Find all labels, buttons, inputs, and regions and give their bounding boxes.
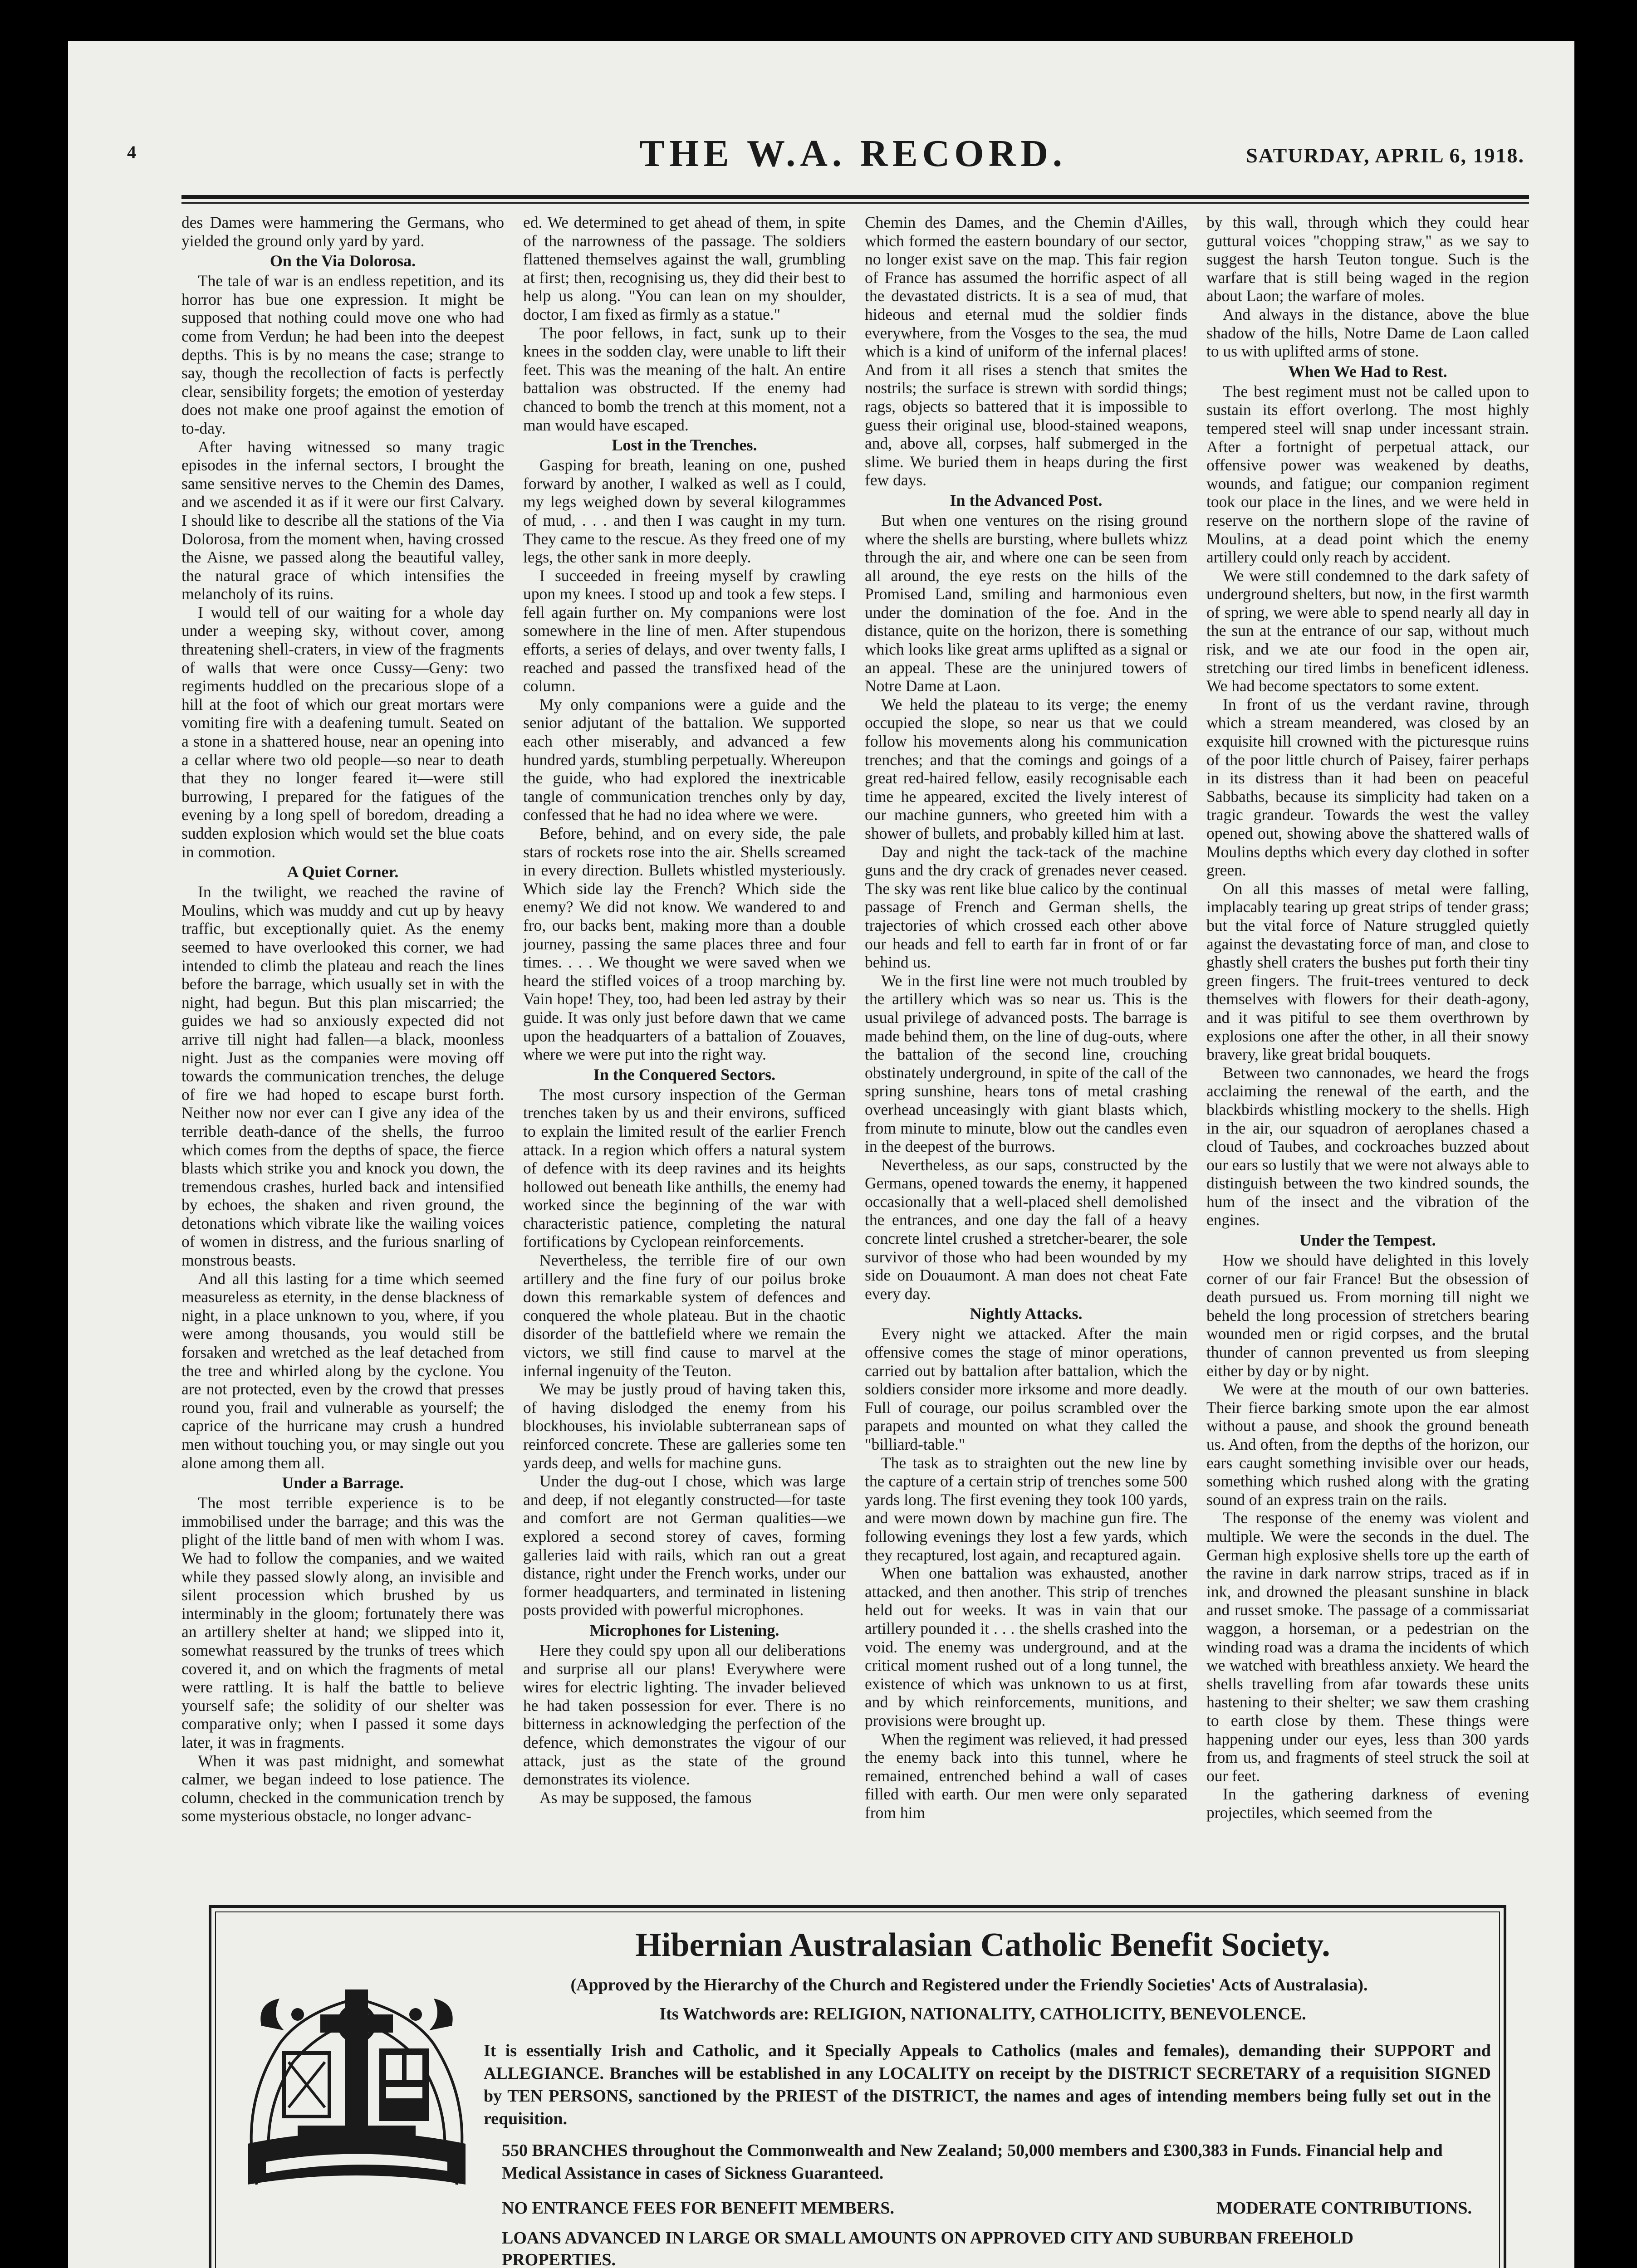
newspaper-page	[68, 41, 1574, 2268]
article-paragraph: Before, behind, and on every side, the pale stars of rockets rose into the air. Shells screamed in every direction. Bullets whistled mysteriously. Which side lay the French? Which side the enemy? We did not know. We wandered to and fro, our backs bent, making more than a double journey, passing the same places three and four times. . . . We thought we were saved when we heard the stifled voices of a troop marching by. Vain hope! They, too, had been led astray by their guide. It was only just before dawn that we came upon the headquarters of a battalion of Zouaves, where we were put into the right way.	[523, 824, 846, 1064]
section-heading: Microphones for Listening.	[589, 1621, 779, 1639]
article-paragraph: We may be justly proud of having taken this, of having dislodged the enemy from his blockhouses, his inviolable subterranean saps of reinforced concrete. These are galleries some ten yards deep, and wells for machine guns.	[523, 1380, 846, 1472]
section-heading: Lost in the Trenches.	[612, 436, 757, 455]
article-paragraph: We in the first line were not much troubled by the artillery which was so near us. This is the usual privilege of advanced posts. The barrage is made behind them, on the line of dug-outs, where the battalion of the second line, crouching obstinately underground, in spite of the call of the spring sunshine, hears tons of metal crashing overhead unceasingly with giant blasts which, from minute to minute, blow out the candles even in the deepest of the burrows.	[865, 971, 1187, 1156]
article-paragraph: The poor fellows, in fact, sunk up to their knees in the sodden clay, were unable to lift their feet. This was the meaning of the halt. An entire battalion was obstructed. If the enemy had chanced to bomb the trench at this moment, not a man would have escaped.	[523, 323, 846, 434]
article-paragraph: In front of us the verdant ravine, through which a stream meandered, was closed by an exquisite hill crowned with the picturesque ruins of the poor little church of Paisey, fairer perhaps in its distress than it had been on peaceful Sabbaths, because its simplicity had taken on a tragic grandeur. Towards the west the valley opened out, showing above the shattered walls of Moulins depths which every day clothed in softer green.	[1206, 695, 1529, 880]
article-paragraph: Gasping for breath, leaning on one, pushed forward by another, I walked as well as I could, my legs weighed down by several kilogrammes of mud, . . . and then I was caught in my turn. They came to the rescue. As they freed one of my legs, the other sank in more deeply.	[523, 456, 846, 567]
article-paragraph: The most cursory inspection of the German trenches taken by us and their environs, sufficed to explain the limited result of the earlier French attack. In a region which offers a natural system of defence with its deep ravines and its heights hollowed out beneath like anthills, the enemy had worked since the beginning of the war with characteristic patience, completing the natural fortifications by Cyclopean reinforcements.	[523, 1085, 846, 1251]
article-paragraph: The most terrible experience is to be immobilised under the barrage; and this was the plight of the little band of men with whom I was. We had to follow the companies, and we waited while they passed slowly along, an invisible and silent procession which brushed by us interminably in the gloom; fortunately there was an artillery shelter at hand; we slipped into it, somewhat reassured by the trunks of trees which covered it, and on which the fragments of metal were rattling. It is half the battle to believe yourself safe; the solidity of our shelter was comparative only; when I passed it some days later, it was in fragments.	[181, 1494, 504, 1751]
article-paragraph: We were at the mouth of our own batteries. Their fierce barking smote upon the ear almost without a pause, and shook the ground beneath us. And often, from the depths of the horizon, our ears caught something invisible over our heads, something which rushed along with the grating sound of an express train on the rails.	[1206, 1380, 1529, 1509]
no-entrance-fees: NO ENTRANCE FEES FOR BENEFIT MEMBERS.	[502, 2199, 894, 2218]
article-paragraph: When it was past midnight, and somewhat calmer, we began indeed to lose patience. The column, checked in the communication trench by some mysterious obstacle, no longer advanc-	[181, 1751, 504, 1825]
article-paragraph: des Dames were hammering the Germans, who yielded the ground only yard by yard.	[181, 213, 504, 250]
masthead	[127, 132, 1524, 191]
article-paragraph: ed. We determined to get ahead of them, in spite of the narrowness of the passage. The soldiers flattened themselves against the wall, grumbling at first; then, recognising us, they did their best to help us along. "You can lean on my shoulder, doctor, I am fixed as firmly as a statue."	[523, 213, 846, 323]
article-paragraph: After having witnessed so many tragic episodes in the infernal sectors, I brought the same sensitive nerves to the Chemin des Dames, and we ascended it as if it were our first Calvary. I should like to describe all the stations of the Via Dolorosa, from the moment when, having crossed the Aisne, we passed along the beautiful valley, the natural grace of which intensifies the melancholy of its ruins.	[181, 437, 504, 603]
article-paragraph: Between two cannonades, we heard the frogs acclaiming the renewal of the earth, and the blackbirds whistling mockery to the shells. High in the air, our squadron of aeroplanes chased a cloud of Taubes, and cockroaches buzzed about our ears so lustily that we were not always able to distinguish between the two kindred sounds, the hum of the insect and the vibration of the engines.	[1206, 1063, 1529, 1229]
article-paragraph: On all this masses of metal were falling, implacably tearing up great strips of tender grass; but the vital force of Nature struggled quietly against the devastating force of man, and close to ghastly shell craters the bushes put forth their tiny green fingers. The fruit-trees ventured to deck themselves with flowers for their death-agony, and it was pitiful to see them overthrown by explosions one after the other, in all their snowy bravery, like great bridal bouquets.	[1206, 879, 1529, 1064]
article-paragraph: As may be supposed, the famous	[539, 1788, 752, 1807]
society-name-heading: Hibernian Australasian Catholic Benefit Society.	[635, 1926, 1330, 1964]
article-paragraph: by this wall, through which they could hear guttural voices "chopping straw," as we say to suggest the harsh Teuton tongue. Such is the warfare that is still being waged in the region about Laon; the warfare of moles.	[1206, 213, 1529, 305]
article-paragraph: Every night we attacked. After the main offensive comes the stage of minor operations, carried out by battalion after battalion, which the soldiers consider more irksome and more deadly. Full of courage, our poilus scrambled over the parapets and mounted on what they called the "billiard-table."	[865, 1325, 1187, 1453]
section-heading: Under a Barrage.	[282, 1474, 404, 1492]
article-paragraph: I succeeded in freeing myself by crawling upon my knees. I stood up and took a few steps. I fell again further on. My companions were lost somewhere in the line of men. After stupendous efforts, a series of delays, and over twenty falls, I reached and passed the transfixed head of the column.	[523, 566, 846, 695]
article-paragraph: When the regiment was relieved, it had pressed the enemy back into this tunnel, where he remained, entrenched behind a wall of cases filled with earth. Our men were only separated from him	[865, 1730, 1187, 1822]
page-number: 4	[127, 142, 136, 162]
section-heading: In the Advanced Post.	[950, 491, 1103, 509]
article-paragraph: In the gathering darkness of evening projectiles, which seemed from the	[1206, 1785, 1529, 1822]
society-crest-icon	[230, 1971, 484, 2198]
section-heading: In the Conquered Sectors.	[593, 1065, 776, 1084]
moderate-contributions: MODERATE CONTRIBUTIONS.	[1216, 2199, 1472, 2218]
ad-description: It is essentially Irish and Catholic, and it Specially Appeals to Catholics (males and females), demanding their SUPPORT and ALLEGIANCE. Branches will be established in any LOCALITY on receipt by the DISTRICT SECRETARY of a requisition SIGNED by TEN PERSONS, sanctioned by the PRIEST of the DISTRICT, the names and ages of intending members being fully set out in the requisition.	[484, 2041, 1491, 2128]
article-paragraph: Here they could spy upon all our deliberations and surprise all our plans! Everywhere were wires for electric lighting. The invader believed he had taken possession for ever. There is no bitterness in acknowledging the perfection of the defence, which demonstrates the vigour of our attack, just as the state of the ground demonstrates its violence.	[523, 1641, 846, 1789]
section-heading: Nightly Attacks.	[970, 1305, 1083, 1323]
column-4	[1206, 213, 1529, 1873]
masthead-rule	[181, 195, 1529, 199]
column-1	[181, 213, 504, 1873]
article-columns	[181, 213, 1529, 1873]
section-heading: Under the Tempest.	[1299, 1231, 1436, 1250]
column-3	[865, 213, 1187, 1873]
article-paragraph: In the twilight, we reached the ravine of Moulins, which was muddy and cut up by heavy traffic, but exceptionally quiet. As the enemy seemed to have overlooked this corner, we had intended to climb the plateau and reach the lines before the barrage, which usually set in with the night, had begun. But this plan miscarried; the guides we had so anxiously expected did not arrive till night had fallen—a black, moonless night. Just as the companies were moving off towards the communication trenches, the deluge of fire we had hoped to escape burst forth. Neither now nor ever can I give any idea of the terrible death-dance of the shells, the furroo which comes from the depths of space, the fierce blasts which strike you and knock you down, the tremendous crashes, hurled back and intensified by echoes, the shaken and riven ground, the detonations which vibrate like the wailing voices of women in distress, and the furious snarling of monstrous beasts.	[181, 883, 504, 1270]
branches-info: 550 BRANCHES throughout the Commonwealth and New Zealand; 50,000 members and £300,383 in Funds. Financial help and Medical Assistance in cases of Sickness Guaranteed.	[502, 2141, 1443, 2183]
article-paragraph: When one battalion was exhausted, another attacked, and then another. This strip of trenches held out for weeks. It was in vain that our artillery pounded it . . . the shells crashed into the void. The enemy was underground, and at the critical moment rushed out of a long tunnel, the existence of which was unknown to us at first, and by which reinforcements, munitions, and provisions were brought up.	[865, 1564, 1187, 1730]
article-paragraph: Day and night the tack-tack of the machine guns and the dry crack of grenades never ceased. The sky was rent like blue calico by the continual passage of French and German shells, the trajectories of which crossed each other above our heads and fell to earth far in front of or far behind us.	[865, 842, 1187, 972]
section-heading: When We Had to Rest.	[1288, 362, 1447, 381]
article-paragraph: The task as to straighten out the new line by the capture of a certain strip of trenches some 500 yards long. The first evening they took 100 yards, and were mown down by machine gun fire. The following evenings they lost a few yards, which they recaptured, lost again, and recaptured again.	[865, 1453, 1187, 1564]
masthead-rule-thin	[181, 202, 1529, 204]
article-paragraph: My only companions were a guide and the senior adjutant of the battalion. We supported each other miserably, and advanced a few hundred yards, stumbling perpetually. Whereupon the guide, who had explored the inextricable tangle of communication trenches only by day, confessed that he had no idea where we were.	[523, 695, 846, 824]
article-paragraph: And all this lasting for a time which seemed measureless as eternity, in the dense blackness of night, in a place unknown to you, where, if you were among thousands, you would still be forsaken and wretched as the leaf detached from the tree and whirled along by the cyclone. You are not protected, even by the crowd that presses round you, frail and vulnerable as yourself; the caprice of the hurricane may crush a hundred men without touching you, or may single out you alone among them all.	[181, 1269, 504, 1472]
article-paragraph: Nevertheless, as our saps, constructed by the Germans, opened towards the enemy, it happened occasionally that a well-placed shell demolished the entrances, and one day the fall of a heavy concrete lintel crushed a stretcher-bearer, the sole survivor of those who had been wounded by my side on Douaumont. A man does not cheat Fate every day.	[865, 1155, 1187, 1303]
issue-date: SATURDAY, APRIL 6, 1918.	[1246, 144, 1524, 167]
article-paragraph: Nevertheless, the terrible fire of our own artillery and the fine fury of our poilus broke down this remarkable system of defences and conquered the whole plateau. But in the chaotic disorder of the battlefield where we remain the victors, we still find cause to marvel at the infernal ingenuity of the Teuton.	[523, 1251, 846, 1380]
article-paragraph: The response of the enemy was violent and multiple. We were the seconds in the duel. The German high explosive shells tore up the earth of the ravine in dark narrow strips, traced as if in ink, and drowned the pleasant sunshine in black and russet smoke. The passage of a commissariat waggon, a horseman, or a pedestrian on the winding road was a drama the incidents of which we watched with breathless anxiety. We heard the shells travelling from afar towards these units hastening to their shelter; we saw them crashing to earth close by them. These things were happening under our eyes, less than 300 yards from us, and fragments of steel struck the soil at our feet.	[1206, 1509, 1529, 1785]
watchwords: Its Watchwords are: RELIGION, NATIONALITY, CATHOLICITY, BENEVOLENCE.	[659, 2004, 1306, 2024]
article-paragraph: We held the plateau to its verge; the enemy occupied the slope, so near us that we could follow his movements along his communication trenches; and that the comings and goings of a great red-haired fellow, easily recognisable each time he appeared, excited the lively interest of our machine gunners, who greeted him with a shower of bullets, and probably killed him at last.	[865, 695, 1187, 842]
article-paragraph: The tale of war is an endless repetition, and its horror has bue one expression. It might be supposed that nothing could move one who had come from Verdun; he had been into the deepest depths. This is by no means the case; strange to say, though the recollection of facts is perfectly clear, sensibility forgets; the emotion of yesterday does not make one proof against the emotion of to-day.	[181, 272, 504, 437]
article-paragraph: Under the dug-out I chose, which was large and deep, if not elegantly constructed—for taste and comfort are not German qualities—we explored a second storey of caves, forming galleries laid with rails, which ran out a great distance, right under the French works, under our former headquarters, and terminated in listening posts provided with powerful microphones.	[523, 1472, 846, 1619]
article-paragraph: I would tell of our waiting for a whole day under a weeping sky, without cover, among threatening shell-craters, in view of the fragments of walls that were once Cussy—Geny: two regiments huddled on the precarious slope of a hill at the foot of which our great mortars were vomiting fire with a deafening tumult. Seated on a stone in a shattered house, near an opening into a cellar where two old people—so near to death that they no longer feared it—were still burrowing, I prepared for the fatigues of the evening by a long spell of boredom, dreading a sudden explosion which would set the blue coats in commotion.	[181, 603, 504, 861]
article-paragraph: But when one ventures on the rising ground where the shells are bursting, where bullets whizz through the air, and where one can be seen from all around, the eye rests on the hills of the Promised Land, smiling and harmonious even under the domination of the foe. And in the distance, quite on the horizon, there is something which looks like great arms uplifted as a signal or an appeal. These are the uninjured towers of Notre Dame at Laon.	[865, 511, 1187, 695]
section-heading: A Quiet Corner.	[287, 863, 399, 881]
approval-note: (Approved by the Hierarchy of the Church and Registered under the Friendly Societies' Acts of Australasia).	[570, 1975, 1368, 1994]
column-2	[523, 213, 846, 1873]
article-paragraph: And always in the distance, above the blue shadow of the hills, Notre Dame de Laon called to us with uplifted arms of stone.	[1206, 305, 1529, 361]
section-heading: On the Via Dolorosa.	[270, 252, 416, 270]
newspaper-title: THE W.A. RECORD.	[639, 132, 1067, 175]
loans-notice: LOANS ADVANCED IN LARGE OR SMALL AMOUNTS ON APPROVED CITY AND SUBURBAN FREEHOLD PROPERTIES.	[502, 2229, 1354, 2268]
article-paragraph: Chemin des Dames, and the Chemin d'Ailles, which formed the eastern boundary of our sector, no longer exist save on the map. This fair region of France has assumed the horrific aspect of all the devastated districts. It is a sea of mud, that hideous and eternal mud the soldier finds everywhere, from the Vosges to the sea, the mud which is a kind of uniform of the infernal places! And from it all rises a stench that smites the nostrils; the surface is strewn with sordid things; rags, objects so battered that it is impossible to guess their original use, blood-stained weapons, and, above all, corpses, half submerged in the slime. We buried them in heaps during the first few days.	[865, 213, 1187, 489]
article-paragraph: The best regiment must not be called upon to sustain its effort overlong. The most highly tempered steel will snap under incessant strain. After a fortnight of perpetual attack, our offensive power was weakened by deaths, wounds, and fatigue; our companion regiment took our place in the lines, and we were held in reserve on the northern slope of the ravine of Moulins, at a dead point which the enemy artillery could only reach by accident.	[1206, 382, 1529, 567]
article-paragraph: We were still condemned to the dark safety of underground shelters, but now, in the first warmth of spring, we were able to spend nearly all day in the sun at the entrance of our sap, without much risk, and we ate our food in the open air, stretching our tired limbs in beneficent idleness. We had become spectators to some extent.	[1206, 566, 1529, 695]
article-paragraph: How we should have delighted in this lovely corner of our fair France! But the obsession of death pursued us. From morning till night we beheld the long procession of stretchers bearing wounded men or rigid corpses, and the brutal thunder of cannon prevented us from sleeping either by day or by night.	[1206, 1251, 1529, 1380]
advertisement-box	[209, 1905, 1506, 2268]
